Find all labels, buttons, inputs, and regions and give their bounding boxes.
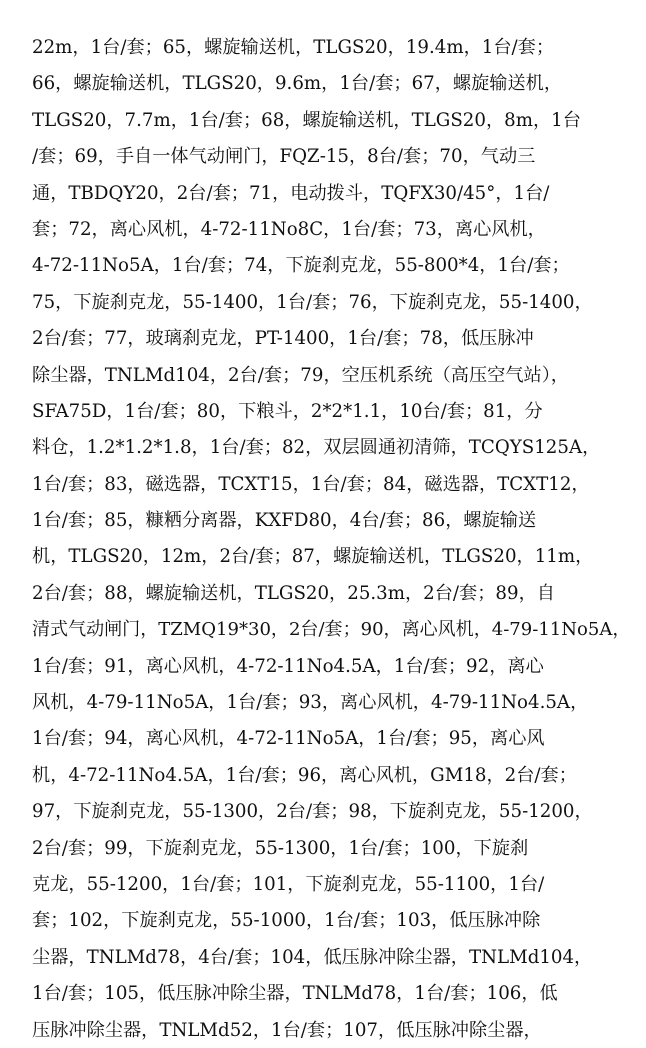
text-line: 1台/套；105，低压脉冲除尘器，TNLMd78，1台/套；106，低 (32, 983, 558, 1005)
text-line: 2台/套；99，下旋刹克龙，55-1300，1台/套；100，下旋刹 (32, 837, 529, 859)
text-line: 97，下旋刹克龙，55-1300，2台/套；98，下旋刹克龙，55-1200， (32, 801, 593, 823)
text-line: 机，TLGS20，12m，2台/套；87，螺旋输送机，TLGS20，11m， (32, 546, 594, 568)
text-line: 1台/套；91，离心风机，4-72-11No4.5A，1台/套；92，离心 (32, 655, 544, 677)
text-line: 除尘器，TNLMd104，2台/套；79，空压机系统（高压空气站）， (32, 364, 569, 386)
text-line: 尘器，TNLMd78，4台/套；104，低压脉冲除尘器，TNLMd104， (32, 946, 593, 968)
text-line: 克龙，55-1200，1台/套；101，下旋刹克龙，55-1100，1台/ (32, 873, 545, 895)
text-line: 压脉冲除尘器，TNLMd52，1台/套；107，低压脉冲除尘器， (32, 1019, 542, 1041)
text-line: 2台/套；77，玻璃刹克龙，PT-1400，1台/套；78，低压脉冲 (32, 328, 534, 350)
text-line: 风机，4-79-11No5A，1台/套；93，离心风机，4-79-11No4.5A， (32, 692, 589, 714)
text-line: 1台/套；83，磁选器，TCXT15，1台/套；84，磁选器，TCXT12， (32, 473, 590, 495)
text-line: 22m，1台/套；65，螺旋输送机，TLGS20，19.4m，1台/套； (32, 37, 555, 58)
text-line: 75，下旋刹克龙，55-1400，1台/套；76，下旋刹克龙，55-1400， (32, 291, 593, 313)
document-page (32, 0, 634, 1041)
text-line: 套；72，离心风机，4-72-11No8C，1台/套；73，离心风机， (32, 218, 546, 240)
text-line: /套；69，手自一体气动闸门，FQZ-15，8台/套；70，气动三 (32, 146, 536, 168)
text-line: TLGS20，7.7m，1台/套；68，螺旋输送机，TLGS20，8m，1台 (32, 109, 581, 131)
text-line: 机，4-72-11No4.5A，1台/套；96，离心风机，GM18，2台/套； (32, 764, 577, 786)
text-line: 清式气动闸门，TZMQ19*30，2台/套；90，离心风机，4-79-11No5A， (32, 619, 631, 641)
text-line: 1台/套；85，糠粞分离器，KXFD80，4台/套；86，螺旋输送 (32, 510, 537, 532)
text-line: 套；102，下旋刹克龙，55-1000，1台/套；103，低压脉冲除 (32, 910, 541, 932)
text-line: 2台/套；88，螺旋输送机，TLGS20，25.3m，2台/套；89，自 (32, 582, 555, 604)
text-line: 1台/套；94，离心风机，4-72-11No5A，1台/套；95，离心风 (32, 728, 545, 750)
text-line: SFA75D，1台/套；80，下粮斗，2*2*1.1，10台/套；81，分 (32, 400, 543, 422)
text-line: 4-72-11No5A，1台/套；74，下旋刹克龙，55-800*4，1台/套； (32, 255, 570, 277)
text-line: 通，TBDQY20，2台/套；71，电动拨斗，TQFX30/45°，1台/ (32, 182, 550, 204)
text-line: 料仓，1.2*1.2*1.8，1台/套；82，双层圆通初清筛，TCQYS125A， (32, 437, 601, 459)
text-line: 66，螺旋输送机，TLGS20，9.6m，1台/套；67，螺旋输送机， (32, 73, 563, 95)
